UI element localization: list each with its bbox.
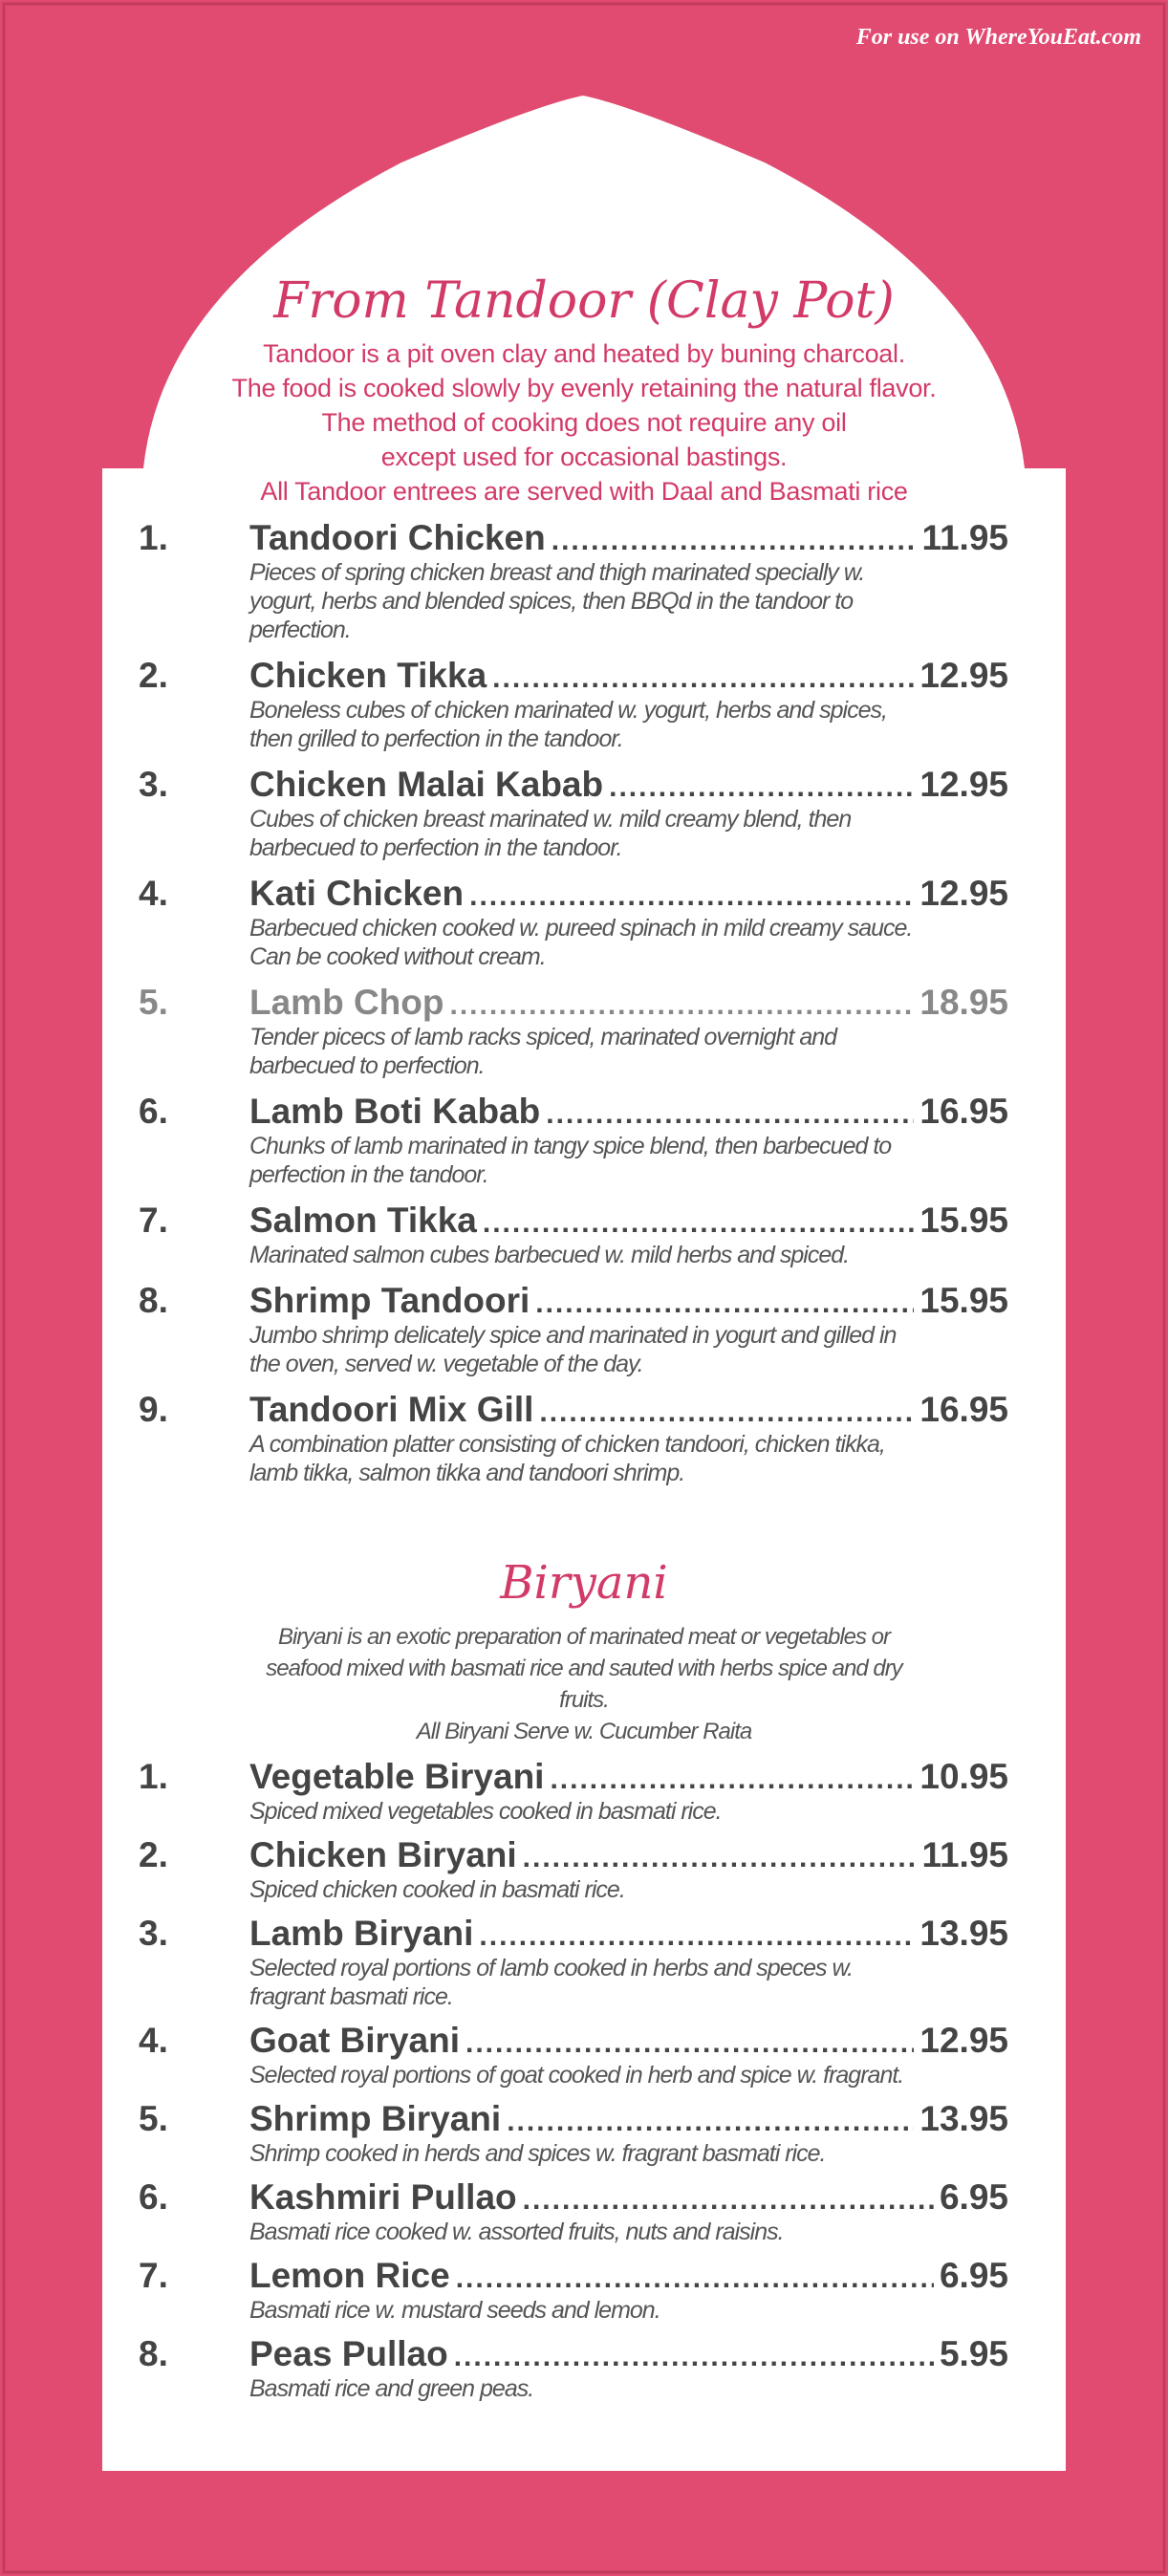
item-name: Kashmiri Pullao [249, 2177, 517, 2217]
menu-item-header [139, 2334, 1008, 2374]
menu-item [139, 518, 1008, 644]
item-description: A combination platter consisting of chicken tandoori, chicken tikka, lamb tikka, salmon tikka and tandoori shrimp. [249, 1431, 885, 1486]
menu-item [139, 1281, 1008, 1378]
dot-leader [550, 1764, 914, 1796]
item-number: 8. [139, 1281, 168, 1320]
item-number: 3. [139, 1914, 168, 1953]
item-number: 3. [139, 765, 168, 804]
section-title-tandoor: From Tandoor (Clay Pot) [273, 272, 895, 330]
menu-item-header [139, 1281, 1008, 1321]
biryani-description: Biryani is an exotic preparation of marinated meat or vegetables or seafood mixed with basmati rice and sauted with herbs spice and dry fruits. [266, 1624, 902, 1713]
menu-item [139, 874, 1008, 971]
intro-line: The food is cooked slowly by evenly retaining the natural flavor. [231, 374, 937, 402]
item-price: 11.95 [921, 518, 1008, 557]
dot-leader [483, 1207, 915, 1240]
menu-item [139, 1757, 1008, 1826]
menu-item [139, 1835, 1008, 1904]
menu-item-header [139, 1757, 1008, 1797]
item-description: Pieces of spring chicken breast and thigh marinated specially w. yogurt, herbs and blended spices, then BBQd in the tandoor to perfection. [249, 559, 865, 643]
item-price: 12.95 [919, 765, 1008, 804]
item-price: 12.95 [919, 2021, 1008, 2060]
menu-item [139, 1201, 1008, 1269]
item-description: Tender picecs of lamb racks spiced, marinated overnight and barbecued to perfection. [249, 1024, 837, 1079]
section-title-biryani: Biryani [500, 1556, 668, 1610]
item-name: Chicken Biryani [249, 1835, 517, 1874]
menu-item [139, 1914, 1008, 2011]
tandoor-menu-list [139, 518, 1008, 1499]
item-number: 5. [139, 2099, 168, 2138]
item-name: Kati Chicken [249, 874, 465, 913]
menu-item-header [139, 874, 1008, 914]
item-number: 6. [139, 1092, 168, 1131]
item-name: Shrimp Biryani [249, 2099, 502, 2138]
intro-line: Tandoor is a pit oven clay and heated by buning charcoal. [263, 339, 905, 368]
menu-item-header [139, 983, 1008, 1023]
menu-item [139, 2256, 1008, 2325]
menu-item-header [139, 518, 1008, 558]
dot-leader [552, 525, 917, 557]
item-price: 12.95 [919, 874, 1008, 913]
item-name: Peas Pullao [249, 2334, 448, 2373]
menu-item [139, 2099, 1008, 2168]
item-description: Chunks of lamb marinated in tangy spice blend, then barbecued to perfection in the tandoor. [249, 1133, 892, 1188]
item-description: Boneless cubes of chicken marinated w. yogurt, herbs and spices, then grilled to perfection in the tandoor. [249, 697, 887, 752]
menu-item-header [139, 2021, 1008, 2061]
item-price: 18.95 [919, 983, 1008, 1022]
biryani-menu-list [139, 1757, 1008, 2413]
menu-item [139, 765, 1008, 862]
menu-item-header [139, 2256, 1008, 2296]
item-price: 15.95 [919, 1201, 1008, 1240]
menu-item-header [139, 1201, 1008, 1241]
intro-line: The method of cooking does not require any oil [321, 408, 847, 437]
dot-leader [546, 1098, 914, 1131]
menu-item-header [139, 1092, 1008, 1132]
item-number: 5. [139, 983, 168, 1022]
item-number: 4. [139, 2021, 168, 2060]
dot-leader [454, 2341, 934, 2373]
item-name: Chicken Tikka [249, 656, 487, 695]
intro-line: All Tandoor entrees are served with Daal and Basmati rice [260, 477, 908, 506]
menu-item-header [139, 1835, 1008, 1875]
menu-item [139, 2021, 1008, 2089]
item-name: Lamb Chop [249, 983, 444, 1022]
item-name: Salmon Tikka [249, 1201, 477, 1240]
watermark: For use on WhereYouEat.com [855, 25, 1141, 50]
item-price: 11.95 [921, 1835, 1008, 1874]
menu-item [139, 983, 1008, 1080]
item-price: 13.95 [919, 2099, 1008, 2138]
item-description: Barbecued chicken cooked w. pureed spinach in mild creamy sauce. Can be cooked without cream. [249, 915, 913, 970]
item-description: Jumbo shrimp delicately spice and marinated in yogurt and gilled in the oven, served w. vegetable of the day. [249, 1322, 897, 1377]
item-number: 6. [139, 2177, 168, 2217]
dot-leader [539, 1396, 914, 1429]
menu-item-header [139, 1914, 1008, 1954]
item-price: 6.95 [939, 2256, 1008, 2295]
item-price: 6.95 [939, 2177, 1008, 2217]
biryani-note: All Biryani Serve w. Cucumber Raita [416, 1719, 752, 1744]
item-number: 2. [139, 656, 168, 695]
intro-line: except used for occasional bastings. [380, 443, 788, 471]
dot-leader [609, 771, 914, 804]
menu-item-header [139, 2099, 1008, 2139]
item-price: 16.95 [919, 1390, 1008, 1429]
item-description: Selected royal portions of lamb cooked in herbs and speces w. fragrant basmati rice. [249, 1955, 854, 2010]
item-name: Lemon Rice [249, 2256, 450, 2295]
item-description: Basmati rice and green peas. [249, 2375, 534, 2402]
item-number: 2. [139, 1835, 168, 1874]
menu-item [139, 656, 1008, 753]
item-description: Spiced chicken cooked in basmati rice. [249, 1876, 625, 1903]
dot-leader [469, 880, 914, 913]
item-number: 8. [139, 2334, 168, 2373]
item-price: 5.95 [939, 2334, 1008, 2373]
dot-leader [523, 2184, 934, 2217]
menu-item [139, 1092, 1008, 1189]
item-description: Shrimp cooked in herds and spices w. fragrant basmati rice. [249, 2140, 826, 2167]
item-name: Lamb Boti Kabab [249, 1092, 541, 1131]
item-number: 7. [139, 1201, 168, 1240]
biryani-intro [0, 1621, 1168, 1747]
menu-item-header [139, 2177, 1008, 2218]
item-name: Shrimp Tandoori [249, 1281, 530, 1320]
item-price: 10.95 [919, 1757, 1008, 1796]
menu-item-header [139, 656, 1008, 696]
dot-leader [465, 2027, 914, 2060]
item-number: 7. [139, 2256, 168, 2295]
dot-leader [535, 1288, 914, 1320]
item-number: 9. [139, 1390, 168, 1429]
item-price: 13.95 [919, 1914, 1008, 1953]
item-price: 16.95 [919, 1092, 1008, 1131]
item-number: 1. [139, 1757, 168, 1796]
item-description: Cubes of chicken breast marinated w. mild creamy blend, then barbecued to perfection in the tandoor. [249, 806, 852, 861]
tandoor-intro [0, 336, 1168, 509]
item-description: Spiced mixed vegetables cooked in basmati rice. [249, 1798, 722, 1825]
item-price: 15.95 [919, 1281, 1008, 1320]
dot-leader [449, 989, 914, 1022]
menu-item [139, 1390, 1008, 1487]
item-name: Lamb Biryani [249, 1914, 474, 1953]
menu-item-header [139, 765, 1008, 805]
dot-leader [507, 2106, 914, 2138]
dot-leader [523, 1842, 917, 1874]
dot-leader [456, 2262, 934, 2295]
item-name: Chicken Malai Kabab [249, 765, 604, 804]
menu-item-header [139, 1390, 1008, 1430]
item-number: 4. [139, 874, 168, 913]
item-number: 1. [139, 518, 168, 557]
item-name: Tandoori Chicken [249, 518, 546, 557]
item-description: Marinated salmon cubes barbecued w. mild herbs and spiced. [249, 1242, 850, 1268]
menu-item [139, 2177, 1008, 2246]
item-name: Vegetable Biryani [249, 1757, 545, 1796]
item-description: Basmati rice w. mustard seeds and lemon. [249, 2297, 660, 2324]
item-description: Selected royal portions of goat cooked in herb and spice w. fragrant. [249, 2062, 904, 2089]
dot-leader [492, 662, 914, 695]
item-name: Goat Biryani [249, 2021, 460, 2060]
item-name: Tandoori Mix Gill [249, 1390, 534, 1429]
menu-item [139, 2334, 1008, 2403]
item-description: Basmati rice cooked w. assorted fruits, nuts and raisins. [249, 2219, 784, 2245]
dot-leader [479, 1920, 914, 1953]
item-price: 12.95 [919, 656, 1008, 695]
